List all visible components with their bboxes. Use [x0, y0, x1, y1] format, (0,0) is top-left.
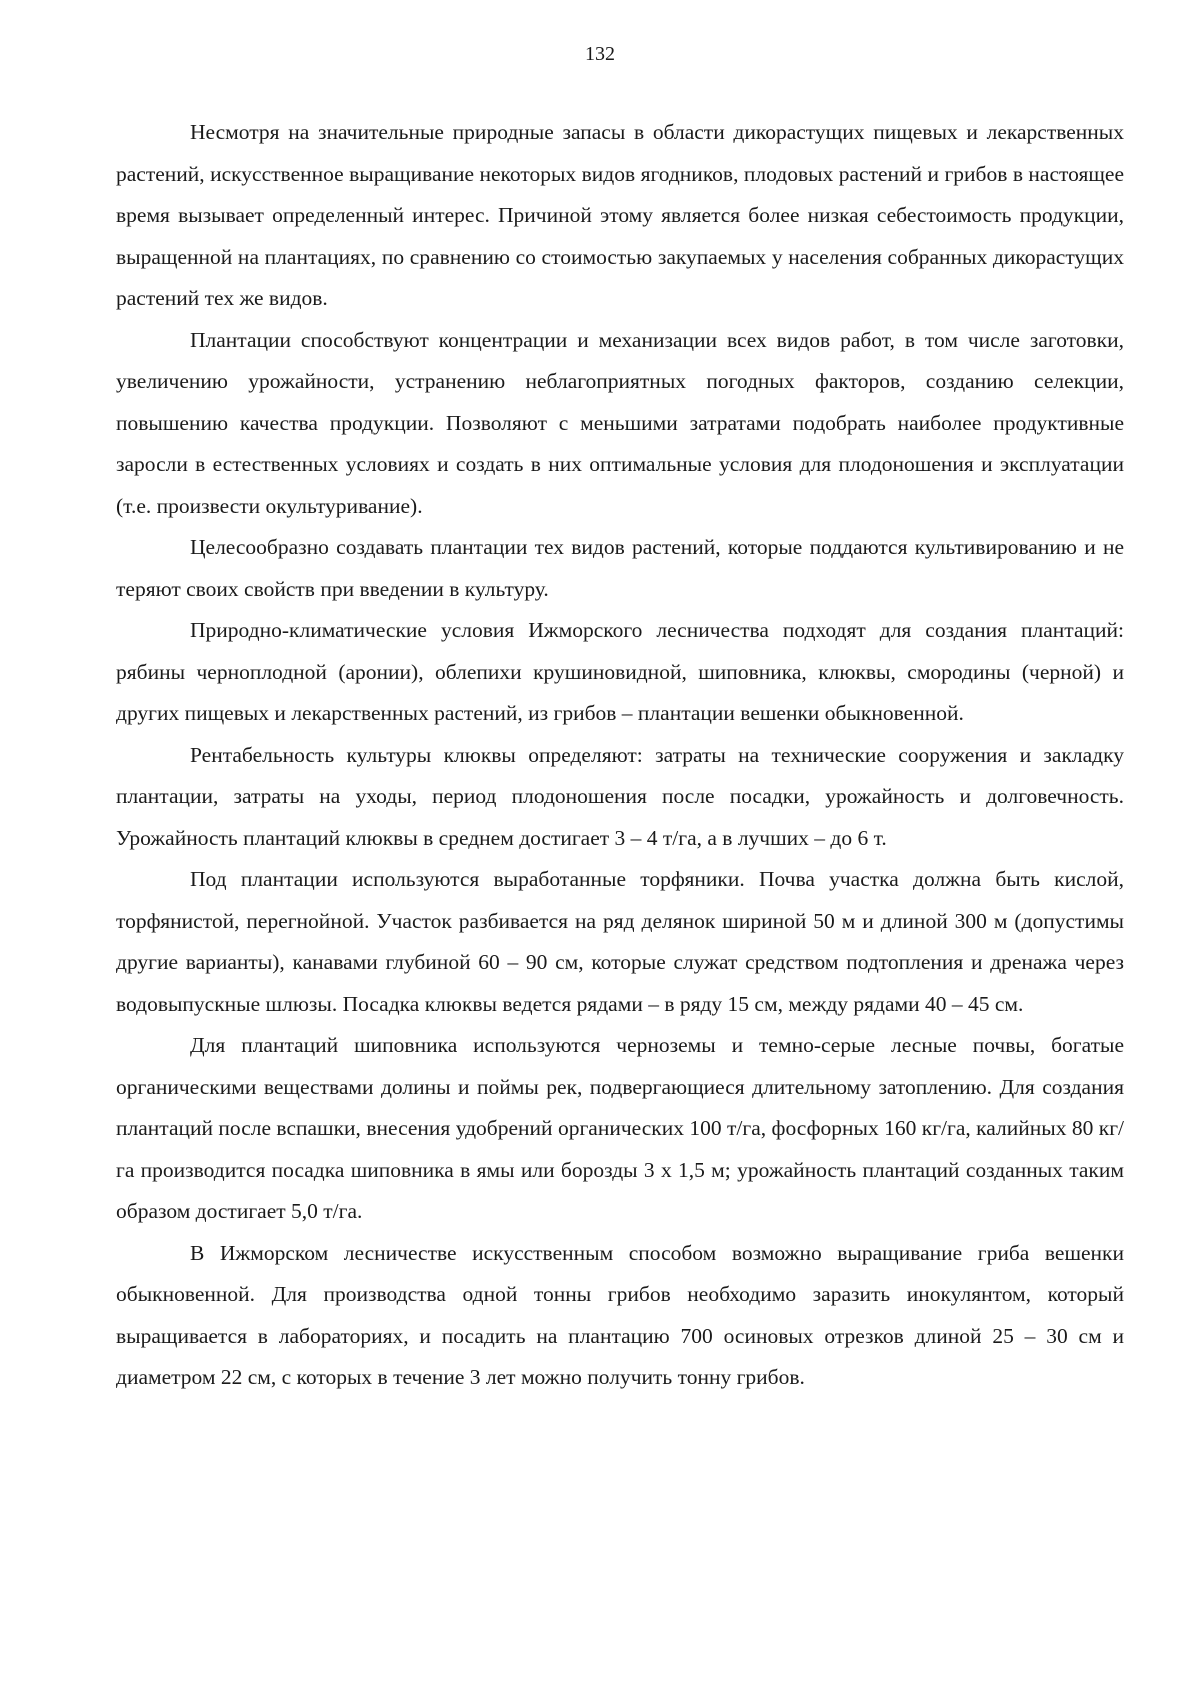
paragraph: Целесообразно создавать плантации тех видов растений, которые поддаются культивированию и не теряют своих свойств при введении в культуру.: [116, 535, 1124, 601]
page-number: 132: [585, 43, 615, 65]
paragraph: Под плантации используются выработанные торфяники. Почва участка должна быть кислой, торфянистой, перегнойной. Участок разбивается на ряд делянок шириной 50 м и длиной 300 м (допустимы другие варианты), канавами глубиной 60 – 90 см, которые служат средством подтопления и дренажа через водовыпускные шлюзы. Посадка клюквы ведется рядами – в ряду 15 см, между рядами 40 – 45 см.: [116, 867, 1124, 1016]
text-body: [116, 112, 1124, 1399]
paragraph: В Ижморском лесничестве искусственным способом возможно выращивание гриба вешенки обыкновенной. Для производства одной тонны грибов необходимо заразить инокулянтом, который выращивается в лабораториях, и посадить на плантацию 700 осиновых отрезков длиной 25 – 30 см и диаметром 22 см, с которых в течение 3 лет можно получить тонну грибов.: [116, 1240, 1124, 1389]
paragraph: Несмотря на значительные природные запасы в области дикорастущих пищевых и лекарственных растений, искусственное выращивание некоторых видов ягодников, плодовых растений и грибов в настоящее время вызывает определенный интерес. Причиной этому является более низкая себестоимость продукции, выращенной на плантациях, по сравнению со стоимостью закупаемых у населения собранных дикорастущих растений тех же видов.: [116, 120, 1124, 310]
paragraph: Для плантаций шиповника используются черноземы и темно-серые лесные почвы, богатые органическими веществами долины и поймы рек, подвергающиеся длительному затоплению. Для создания плантаций после вспашки, внесения удобрений органических 100 т/га, фосфорных 160 кг/га, калийных 80 кг/га производится посадка шиповника в ямы или борозды 3 х 1,5 м; урожайность плантаций созданных таким образом достигает 5,0 т/га.: [116, 1033, 1124, 1223]
paragraph: Рентабельность культуры клюквы определяют: затраты на технические сооружения и закладку плантации, затраты на уходы, период плодоношения после посадки, урожайность и долговечность. Урожайность плантаций клюквы в среднем достигает 3 – 4 т/га, а в лучших – до 6 т.: [116, 742, 1124, 850]
paragraph: Природно-климатические условия Ижморского лесничества подходят для создания плантаций: рябины черноплодной (аронии), облепихи крушиновидной, шиповника, клюквы, смородины (черной) и других пищевых и лекарственных растений, из грибов – плантации вешенки обыкновенной.: [116, 618, 1124, 725]
paragraph: Плантации способствуют концентрации и механизации всех видов работ, в том числе заготовки, увеличению урожайности, устранению неблагоприятных погодных факторов, созданию селекции, повышению качества продукции. Позволяют с меньшими затратами подобрать наиболее продуктивные заросли в естественных условиях и создать в них оптимальные условия для плодоношения и эксплуатации (т.е. произвести окультуривание).: [116, 327, 1124, 518]
